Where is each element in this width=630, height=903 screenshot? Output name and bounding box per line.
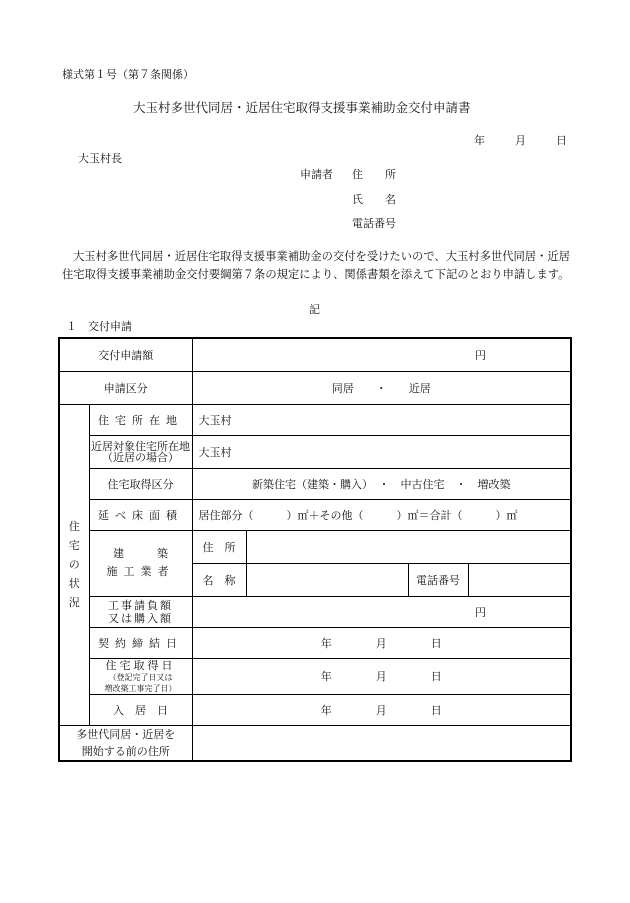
housing-status-group-label: 住 宅 の 状 況 [59,404,89,725]
nearby-location-label: 近居対象住宅所在地 （近居の場合） [89,435,192,468]
builder-phone-label: 電話番号 [408,563,468,596]
contract-amount-unit: 円 [475,605,486,619]
application-paragraph: 大玉村多世代同居・近居住宅取得支援事業補助金の交付を受けたいので、大玉村多世代同居・近居住宅取得支援事業補助金交付要綱第７条の規定により、関係書類を添えて下記のとおり申請します。 [62,250,570,281]
builder-label: 建 築 施工業者 [89,530,192,596]
builder-name-label: 名 称 [192,563,246,596]
acquired-date-field[interactable]: 年 月 日 [192,658,571,694]
applicant-label: 申請者 [300,168,333,181]
contract-date-label: 契約締結日 [89,627,192,658]
category-options[interactable]: 同居 ・ 近居 [192,371,571,404]
section-heading: １ 交付申請 [66,320,132,333]
date-day-label: 日 [556,134,567,147]
contract-amount-label: 工事請負額 又は購入額 [89,596,192,627]
applicant-phone-label: 電話番号 [352,217,396,230]
builder-address-label: 住 所 [192,530,246,563]
floor-area-value[interactable]: 居住部分（ ）㎡＋その他（ ）㎡＝合計（ ）㎡ [192,499,571,530]
move-in-date-label: 入 居 日 [89,694,192,725]
document-title: 大玉村多世代同居・近居住宅取得支援事業補助金交付申請書 [133,100,471,115]
contract-date-field[interactable]: 年 月 日 [192,627,571,658]
acquisition-type-options[interactable]: 新築住宅（建築・購入） ・ 中古住宅 ・ 増改築 [192,468,571,499]
ki-label: 記 [309,303,320,316]
builder-name-field[interactable] [246,563,408,596]
amount-unit: 円 [475,348,486,362]
prior-address-field[interactable] [192,725,571,761]
addressee: 大玉村長 [78,152,122,165]
builder-phone-field[interactable] [468,563,571,596]
applicant-address-label: 住 所 [352,168,396,181]
nearby-location-value[interactable]: 大玉村 [192,435,571,468]
amount-field[interactable] [192,338,571,371]
prior-address-label: 多世代同居・近居を 開始する前の住所 [59,725,192,761]
date-year-label: 年 [474,134,485,147]
move-in-date-field[interactable]: 年 月 日 [192,694,571,725]
location-label: 住宅所在地 [89,404,192,435]
form-number: 様式第１号（第７条関係） [62,68,194,81]
category-label: 申請区分 [59,371,192,404]
acquisition-type-label: 住宅取得区分 [89,468,192,499]
amount-label: 交付申請額 [59,338,192,371]
location-value[interactable]: 大玉村 [192,404,571,435]
contract-amount-field[interactable] [192,596,571,627]
application-table [58,337,572,762]
applicant-name-label: 氏 名 [352,193,396,206]
date-month-label: 月 [515,134,526,147]
acquired-date-label: 住宅取得日 （登記完了日又は 増改築工事完了日） [89,658,192,694]
builder-address-field[interactable] [246,530,571,563]
floor-area-label: 延べ床面積 [89,499,192,530]
